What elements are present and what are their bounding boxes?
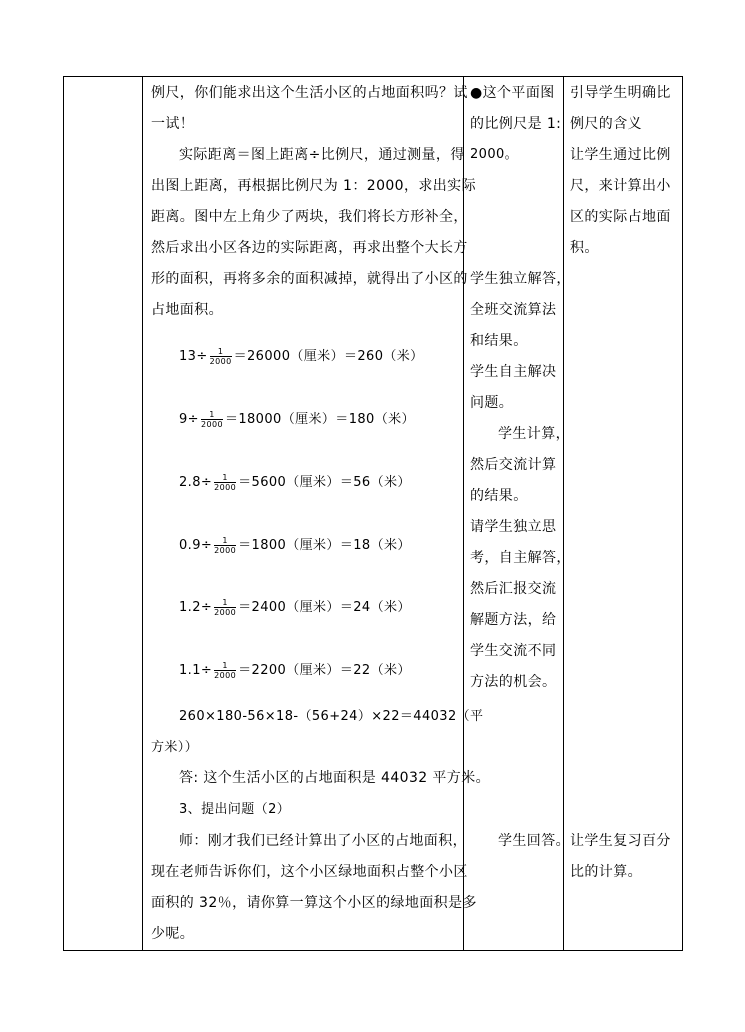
teaching-content-cell (143, 77, 491, 950)
content-line: 然后求出小区各边的实际距离，再求出整个大长方 (151, 240, 468, 256)
intent-line: 比的计算。 (570, 864, 642, 880)
activity-line: 学生独立解答， (470, 271, 571, 287)
fraction: $\frac{1}{2000}$ (214, 598, 237, 617)
fraction: $\frac{1}{2000}$ (214, 661, 237, 680)
fraction: $\frac{1}{2000}$ (200, 410, 223, 429)
answer-line: 答: 这个生活小区的占地面积是 44032 平方米。 (179, 770, 491, 786)
content-line: 例尺，你们能求出这个生活小区的占地面积吗？试 (151, 85, 468, 101)
activity-line: 方法的机会。 (470, 674, 557, 690)
activity-line: 全班交流算法 (470, 302, 557, 318)
content-line: 少呢。 (151, 926, 195, 942)
intent-line: 例尺的含义 (570, 116, 642, 132)
intent-line: 引导学生明确比 (570, 85, 671, 101)
activity-line: ●这个平面图 (470, 85, 555, 101)
activity-line: 学生自主解决 (470, 364, 557, 380)
intent-line: 尺，来计算出小 (570, 178, 671, 194)
activity-line: 问题。 (470, 395, 514, 411)
equation-line: 9÷ $\frac{1}{2000}$ ＝18000（厘米）＝180（米） (179, 410, 415, 429)
activity-line: 学生回答。 (498, 833, 570, 849)
activity-line: 解题方法，给 (470, 612, 557, 628)
equation-line: 0.9÷ $\frac{1}{2000}$ ＝1800（厘米）＝18（米） (179, 536, 411, 555)
intent-line: 让学生通过比例 (570, 147, 671, 163)
activity-line: 学生交流不同 (470, 643, 557, 659)
equation-line: 1.1÷ $\frac{1}{2000}$ ＝2200（厘米）＝22（米） (179, 661, 411, 680)
content-line: 形的面积，再将多余的面积减掉，就得出了小区的 (151, 271, 468, 287)
activity-line: 请学生独立思 (470, 519, 557, 535)
section-heading: 3、提出问题（2） (179, 802, 291, 817)
activity-line: 学生计算， (498, 426, 570, 442)
activity-line: 和结果。 (470, 333, 528, 349)
content-line: 占地面积。 (151, 302, 223, 318)
student-activity-cell (464, 77, 571, 950)
intent-line: 区的实际占地面 (570, 209, 671, 225)
fraction: $\frac{1}{2000}$ (209, 347, 232, 366)
activity-line: 的比例尺是 1: (470, 116, 562, 132)
content-line: 实际距离＝图上距离÷比例尺，通过测量，得 (179, 147, 465, 163)
content-line: 面积的 32％，请你算一算这个小区的绿地面积是多 (151, 895, 477, 911)
content-line: 出图上距离，再根据比例尺为 1：2000，求出实际 (151, 178, 476, 194)
equation-line: 1.2÷ $\frac{1}{2000}$ ＝2400（厘米）＝24（米） (179, 598, 411, 617)
design-intent-cell (564, 77, 682, 950)
content-line: 一试！ (151, 116, 195, 132)
lesson-table (63, 76, 683, 951)
equation-line: 13÷ $\frac{1}{2000}$ ＝26000（厘米）＝260（米） (179, 347, 424, 366)
content-line: 距离。图中左上角少了两块，我们将长方形补全， (151, 209, 468, 225)
fraction: $\frac{1}{2000}$ (214, 473, 237, 492)
activity-line: 的结果。 (470, 488, 528, 504)
content-line: 师：刚才我们已经计算出了小区的占地面积， (179, 833, 467, 849)
activity-line: 然后交流计算 (470, 457, 557, 473)
intent-line: 让学生复习百分 (570, 833, 671, 849)
intent-line: 积。 (570, 240, 599, 256)
content-line: 260×180-56×18-（56+24）×22＝44032（平 (179, 709, 484, 724)
equation-line: 2.8÷ $\frac{1}{2000}$ ＝5600（厘米）＝56（米） (179, 473, 411, 492)
content-line: 方米）） (151, 740, 199, 755)
activity-line: 考，自主解答， (470, 550, 571, 566)
fraction: $\frac{1}{2000}$ (214, 536, 237, 555)
activity-line: 然后汇报交流 (470, 581, 557, 597)
activity-line: 2000。 (470, 147, 519, 162)
content-line: 现在老师告诉你们，这个小区绿地面积占整个小区 (151, 864, 468, 880)
